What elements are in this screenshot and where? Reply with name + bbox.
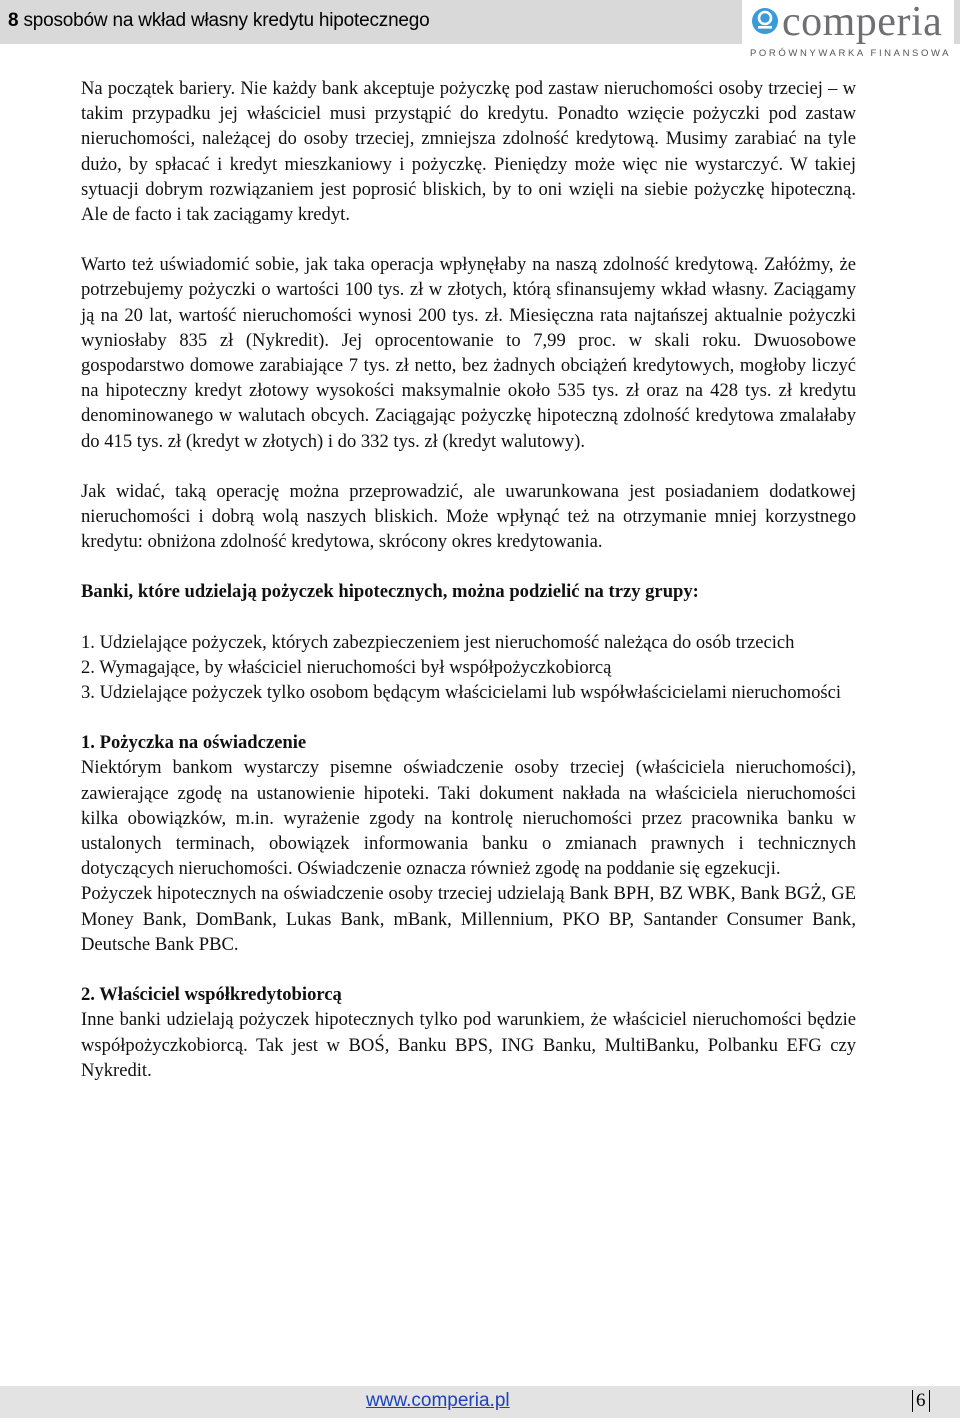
section2-text: Inne banki udzielają pożyczek hipotecznych tylko pod warunkiem, że właściciel nieruchomości będzie współpożyczkobiorcą. Tak jest w BOŚ, Banku BPS, ING Banku, MultiBanku, Polbanku EFG czy Nykredit. [81, 1009, 856, 1081]
header-title-text: sposobów na wkład własny kredytu hipotecznego [18, 10, 430, 31]
logo-wordmark: comperia [782, 0, 943, 45]
comperia-logo-icon [750, 6, 780, 36]
list-item: 2. Wymagające, by właściciel nieruchomości był współpożyczkobiorcą [81, 656, 612, 678]
paragraph-example: Warto też uświadomić sobie, jak taka operacja wpłynęłaby na naszą zdolność kredytową. Załóżmy, że potrzebujemy pożyczki o wartości 100 tys. zł w złotych, którą sfinansujemy wkład własny. Zaciągamy ją na 20 lat, wartość nieruchomości wynosi 200 tys. zł. Miesięczna rata najtańszej aktualnie pożyczki wyniosłaby 835 zł (Nykredit). Jej oprocentowanie to 7,99 proc. w skali roku. Dwuosobowe gospodarstwo domowe zarabiające 7 tys. zł netto, bez żadnych obciążeń kredytowych, mogłoby liczyć na hipoteczny kredyt złotowy wysokości maksymalnie około 535 tys. zł oraz na 428 tys. zł kredytu denominowanego w walutach obcych. Zaciągając pożyczkę hipoteczną zdolność kredytowa zmalałaby do 415 tys. zł (kredyt w złotych) i do 332 tys. zł (kredyt walutowy). [81, 254, 856, 452]
paragraph-barriers: Na początek bariery. Nie każdy bank akceptuje pożyczkę pod zastaw nieruchomości osoby trzeciej – w takim przypadku jej właściciel musi przystąpić do kredytu. Ponadto wzięcie pożyczki pod zastaw nieruchomości, należącej do osoby trzeciej, zmniejsza zdolność kredytową. Musimy zarabiać na tyle dużo, by spłacać i kredyt mieszkaniowy i pożyczkę. Pieniędzy może więc nie wystarczyć. W takiej sytuacji dobrym rozwiązaniem jest poprosić bliskich, by to oni wzięli na siebie pożyczkę hipoteczną. Ale de facto i tak zaciągamy kredyt. [81, 78, 856, 226]
section1-banks: Pożyczek hipotecznych na oświadczenie osoby trzeciej udzielają Bank BPH, BZ WBK, Bank BGŻ, GE Money Bank, DomBank, Lukas Bank, mBank, Millennium, PKO BP, Santander Consumer Bank, Deutsche Bank PBC. [81, 883, 856, 955]
paragraph-conclusion: Jak widać, taką operację można przeprowadzić, ale uwarunkowana jest posiadaniem dodatkowej nieruchomości i dobrą wolą naszych bliskich. Może wpłynąć też na otrzymanie mniej korzystnego kredytu: obniżona zdolność kredytowa, skrócony okres kredytowania. [81, 480, 856, 553]
page-prefix: 8 [8, 10, 19, 31]
article-body [81, 76, 856, 1083]
page-number: 6 [912, 1390, 930, 1412]
comperia-logo [742, 0, 954, 64]
list-item: 1. Udzielające pożyczek, których zabezpieczeniem jest nieruchomość należąca do osób trzecich [81, 631, 795, 653]
groups-heading: Banki, które udzielają pożyczek hipotecznych, można podzielić na trzy grupy: [81, 581, 699, 603]
section1-text: Niektórym bankom wystarczy pisemne oświadczenie osoby trzeciej (właściciela nieruchomości), zawierające zgodę na ustanowienie hipoteki. Taki dokument nakłada na właściciela nieruchomości kilka obowiązków, m.in. wyrażenie zgody na kontrolę nieruchomości przez pracownika banku w ustalonych terminach, obowiązek informowania banku o zmianach prawnych i technicznych dotyczących nieruchomości. Oświadczenie oznacza również zgodę na poddanie się egzekucji. [81, 757, 856, 880]
website-link[interactable]: www.comperia.pl [366, 1390, 510, 1411]
list-item: 3. Udzielające pożyczek tylko osobom będącym właścicielami lub współwłaścicielami nieruchomości [81, 682, 842, 704]
logo-tagline: PORÓWNYWARKA FINANSOWA [750, 48, 952, 59]
section1-heading: 1. Pożyczka na oświadczenie [81, 732, 307, 754]
section2-heading: 2. Właściciel współkredytobiorcą [81, 984, 342, 1006]
document-title [8, 10, 430, 32]
